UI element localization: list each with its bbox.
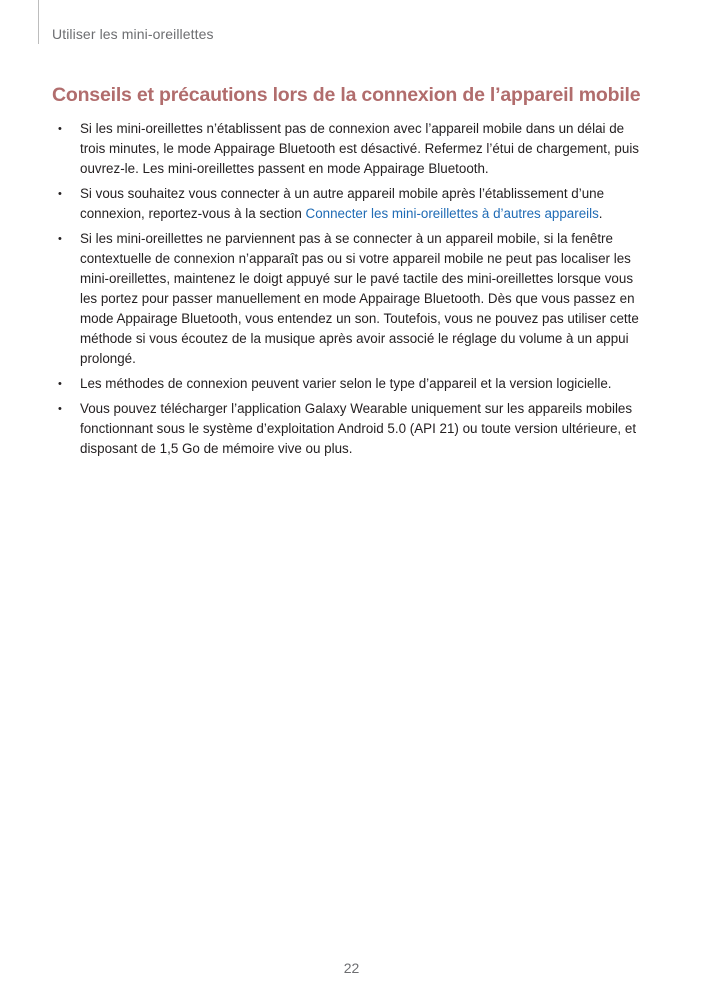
bullet-icon: • xyxy=(58,188,62,200)
list-item xyxy=(56,374,642,394)
tip-text: Vous pouvez télécharger l’application Galaxy Wearable uniquement sur les appareils mobiles fonctionnant sous le système d’exploitation Android 5.0 (API 21) ou toute version ultérieure, et disposant de 1,5 Go de mémoire vive ou plus. xyxy=(80,401,637,456)
tip-text-end: . xyxy=(598,206,603,221)
bullet-icon: • xyxy=(58,233,62,245)
bullet-icon: • xyxy=(58,378,62,390)
bullet-icon: • xyxy=(58,123,62,135)
tip-text: Si vous souhaitez vous connecter à un autre appareil mobile après l’établissement d’une connexion, reportez-vous à la section xyxy=(80,186,605,221)
list-item xyxy=(56,399,642,459)
page-number: 22 xyxy=(343,960,360,976)
section-title: Conseils et précautions lors de la connexion de l’appareil mobile xyxy=(52,84,641,106)
bullet-icon: • xyxy=(58,403,62,415)
section-link[interactable]: Connecter les mini-oreillettes à d’autres appareils xyxy=(305,206,599,221)
list-item xyxy=(56,229,642,369)
list-item xyxy=(56,119,642,179)
list-item xyxy=(56,184,642,224)
tips-list xyxy=(56,119,642,464)
tip-text: Si les mini-oreillettes ne parviennent pas à se connecter à un appareil mobile, si la fenêtre contextuelle de connexion n’apparaît pas ou si votre appareil mobile ne peut pas localiser les mini-oreillettes, maintenez le doigt appuyé sur le pavé tactile des mini-oreillettes lorsque vous les portez pour passer manuellement en mode Appairage Bluetooth. Dès que vous passez en mode Appairage Bluetooth, vous entendez un son. Toutefois, vous ne pouvez pas utiliser cette méthode si vous écoutez de la musique après avoir associé le réglage du volume à un appui prolongé. xyxy=(80,231,639,366)
header-divider xyxy=(38,0,39,44)
running-header: Utiliser les mini-oreillettes xyxy=(52,26,214,42)
tip-text: Si les mini-oreillettes n’établissent pas de connexion avec l’appareil mobile dans un délai de trois minutes, le mode Appairage Bluetooth est désactivé. Refermez l’étui de chargement, puis ouvrez-le. Les mini-oreillettes passent en mode Appairage Bluetooth. xyxy=(80,121,639,176)
tip-text: Les méthodes de connexion peuvent varier selon le type d’appareil et la version logicielle. xyxy=(80,376,612,391)
